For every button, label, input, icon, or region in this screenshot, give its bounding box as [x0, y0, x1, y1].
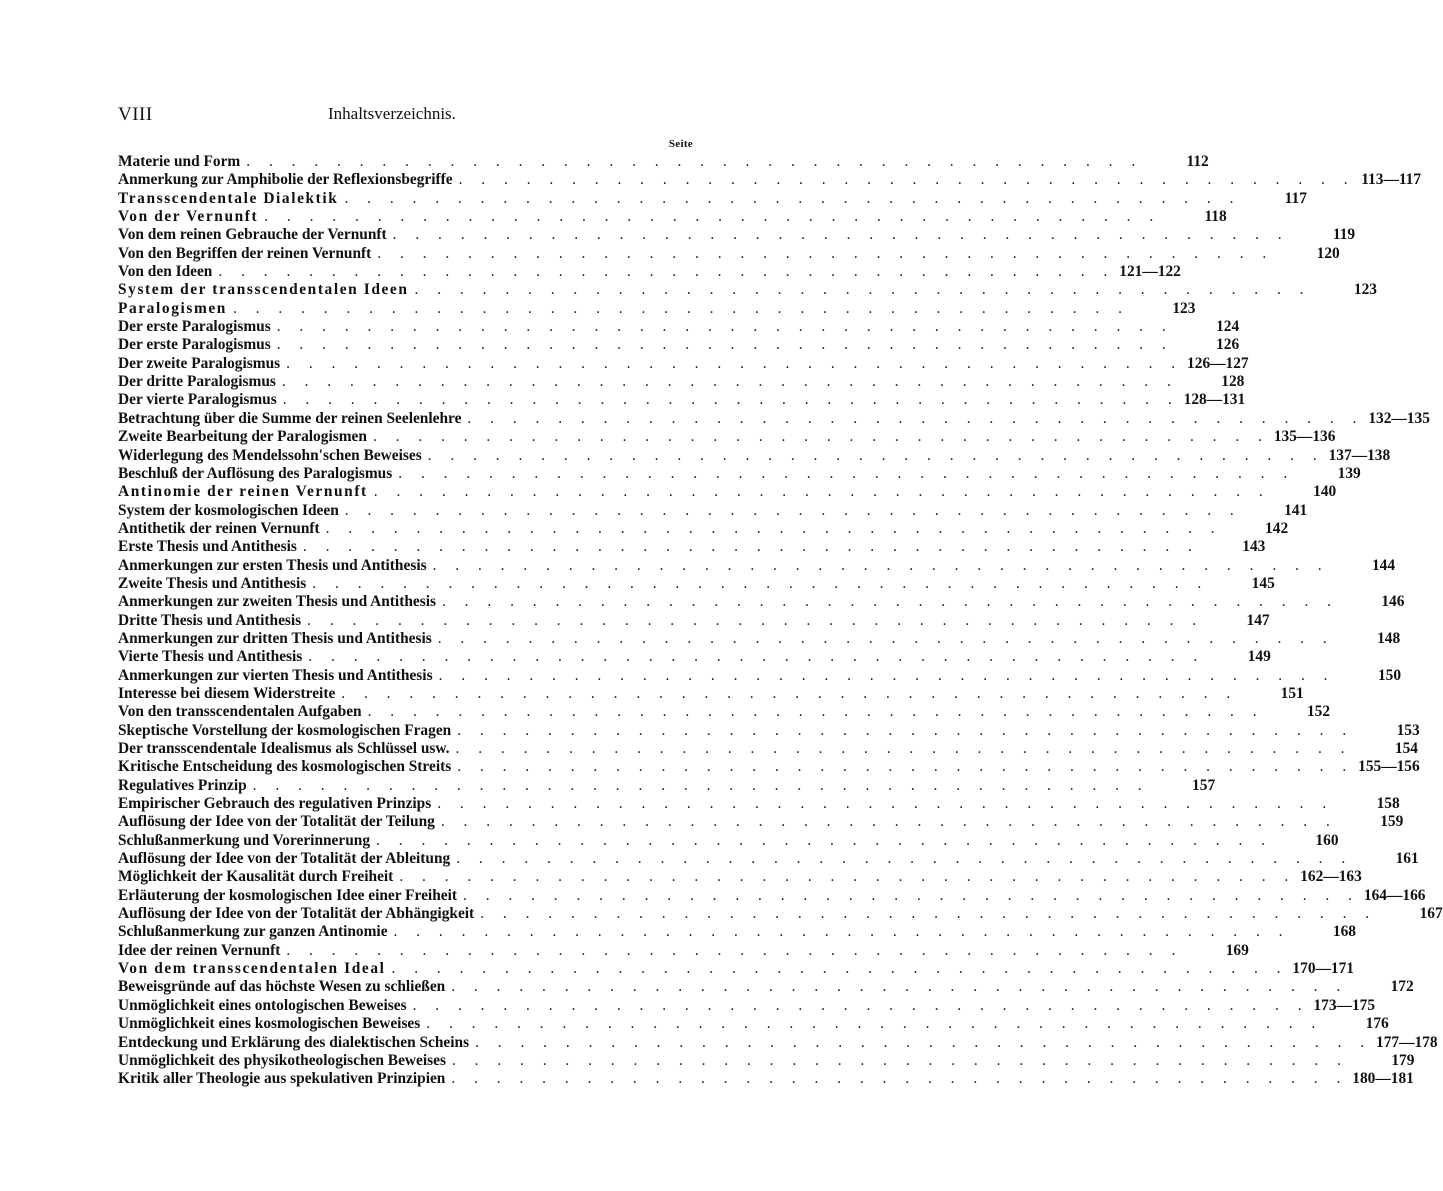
toc-entry	[118, 758, 1420, 776]
toc-entry-title: Widerlegung des Mendelssohn'schen Beweises	[118, 446, 422, 464]
toc-entry	[118, 299, 1196, 318]
toc-entry	[118, 960, 1354, 978]
toc-entry-title: Anmerkungen zur zweiten Thesis und Antithesis	[118, 593, 436, 611]
dot-leader: . . . . . . . . . . . . . . . . . . . . . . . . . . . . . . . . . . . . . . . .	[264, 208, 1161, 226]
toc-entry-title: Dritte Thesis und Antithesis	[118, 611, 302, 629]
toc-entry-page: 162—163	[1300, 868, 1362, 886]
toc-entry-title: Von dem reinen Gebrauche der Vernunft	[118, 226, 387, 244]
dot-leader: . . . . . . . . . . . . . . . . . . . . . . . . . . . . . . . . . . . . . . . .	[457, 721, 1354, 739]
toc-entry	[118, 648, 1271, 666]
toc-entry-title: Von dem transscendentalen Ideal	[118, 960, 386, 978]
table-of-contents	[118, 153, 1443, 1089]
dot-leader: . . . . . . . . . . . . . . . . . . . . . . . . . . . . . . . . . . . . . . . .	[218, 263, 1115, 281]
toc-entry-page: 119	[1332, 226, 1356, 244]
dot-leader: . . . . . . . . . . . . . . . . . . . . . . . . . . . . . . . . . . . . . . . .	[437, 629, 1335, 647]
toc-entry	[118, 208, 1227, 226]
toc-entry	[118, 244, 1340, 263]
dot-leader: . . . . . . . . . . . . . . . . . . . . . . . . . . . . . . . . . . . . . . . .	[451, 1051, 1349, 1069]
toc-entry	[118, 813, 1404, 831]
dot-leader: . . . . . . . . . . . . . . . . . . . . . . . . . . . . . . . . . . . . . . . .	[377, 244, 1274, 262]
toc-entry	[118, 336, 1240, 354]
toc-entry-page: 155—156	[1358, 758, 1420, 776]
toc-entry-title: System der kosmologischen Ideen	[118, 501, 339, 519]
toc-entry	[118, 501, 1308, 520]
toc-entry	[118, 978, 1414, 996]
toc-entry	[118, 373, 1245, 391]
toc-entry-page: 120	[1316, 244, 1340, 262]
toc-entry	[118, 611, 1270, 630]
toc-entry-page: 144	[1371, 556, 1396, 574]
toc-entry-page: 126—127	[1187, 354, 1249, 372]
toc-entry-title: Antinomie der reinen Vernunft	[118, 483, 368, 501]
toc-entry-page: 112	[1186, 153, 1209, 170]
dot-leader: . . . . . . . . . . . . . . . . . . . . . . . . . . . . . . . . . . . . . . . .	[467, 409, 1364, 427]
toc-entry-page: 142	[1265, 519, 1289, 537]
toc-entry	[118, 153, 1209, 171]
toc-entry-page: 140	[1313, 483, 1337, 501]
dot-leader: . . . . . . . . . . . . . . . . . . . . . . . . . . . . . . . . . . . . . . . .	[392, 226, 1290, 244]
toc-entry-page: 161	[1395, 850, 1419, 868]
toc-entry-page: 128	[1221, 373, 1245, 391]
toc-entry-title: Beweisgründe auf das höchste Wesen zu schließen	[118, 978, 446, 996]
toc-entry-title: Möglichkeit der Kausalität durch Freiheit	[118, 868, 394, 886]
toc-entry	[118, 1051, 1415, 1070]
toc-entry-title: Materie und Form	[118, 153, 241, 170]
toc-entry	[118, 923, 1356, 941]
toc-entry-page: 132—135	[1368, 409, 1430, 427]
page-header	[118, 104, 693, 128]
toc-entry	[118, 1070, 1414, 1088]
toc-entry-page: 160	[1315, 831, 1339, 849]
dot-leader: . . . . . . . . . . . . . . . . . . . . . . . . . . . . . . . . . . . . . . . .	[398, 464, 1295, 482]
toc-entry	[118, 721, 1420, 740]
toc-entry	[118, 629, 1401, 648]
toc-entry-page: 143	[1242, 538, 1266, 556]
toc-entry	[118, 703, 1331, 721]
toc-entry-title: Unmöglichkeit eines kosmologischen Beweises	[118, 1015, 421, 1033]
dot-leader: . . . . . . . . . . . . . . . . . . . . . . . . . . . . . . . . . . . . . . . .	[414, 281, 1311, 299]
toc-entry-title: Von den transscendentalen Aufgaben	[118, 703, 362, 721]
toc-entry-page: 151	[1280, 684, 1304, 702]
toc-entry-page: 168	[1332, 923, 1356, 941]
page-number: VIII	[118, 104, 153, 125]
toc-entry-page: 123	[1172, 299, 1196, 317]
toc-entry	[118, 868, 1362, 886]
toc-entry-title: Auflösung der Idee von der Totalität der Teilung	[118, 813, 435, 831]
toc-entry-page: 179	[1391, 1051, 1415, 1069]
toc-entry-title: Der erste Paralogismus	[118, 336, 271, 354]
toc-entry-title: Betrachtung über die Summe der reinen Seelenlehre	[118, 409, 462, 427]
toc-entry	[118, 391, 1246, 409]
dot-leader: . . . . . . . . . . . . . . . . . . . . . . . . . . . . . . . . . . . . . . . .	[399, 868, 1296, 886]
toc-entry	[118, 171, 1422, 189]
toc-entry-page: 157	[1192, 776, 1216, 794]
dot-leader: . . . . . . . . . . . . . . . . . . . . . . . . . . . . . . . . . . . . . . . .	[458, 171, 1356, 189]
toc-entry-page: 137—138	[1328, 446, 1391, 464]
toc-entry-title: System der transscendentalen Ideen	[118, 281, 409, 299]
toc-entry	[118, 556, 1396, 575]
toc-entry-page: 146	[1381, 593, 1405, 611]
toc-entry-title: Transscendentale Dialektik	[118, 189, 339, 207]
toc-entry-page: 177—178	[1376, 1033, 1438, 1051]
toc-entry	[118, 666, 1402, 685]
dot-leader: . . . . . . . . . . . . . . . . . . . . . . . . . . . . . . . . . . . . . . . .	[463, 886, 1360, 904]
dot-leader: . . . . . . . . . . . . . . . . . . . . . . . . . . . . . . . . . . . . . . . .	[393, 923, 1290, 941]
page-column-label: Seite	[668, 138, 693, 150]
toc-entry	[118, 684, 1304, 703]
toc-entry-title: Kritik aller Theologie aus spekulativen Prinzipien	[118, 1070, 446, 1088]
toc-entry-title: Der dritte Paralogismus	[118, 373, 276, 391]
dot-leader: . . . . . . . . . . . . . . . . . . . . . . . . . . . . . . . . . . . . . . . .	[475, 1033, 1372, 1051]
dot-leader: . . . . . . . . . . . . . . . . . . . . . . . . . . . . . . . . . . . . . . . .	[286, 354, 1183, 372]
toc-entry-page: 173—175	[1313, 996, 1376, 1014]
dot-leader: . . . . . . . . . . . . . . . . . . . . . . . . . . . . . . . . . . . . . . . .	[344, 189, 1241, 207]
toc-entry	[118, 318, 1240, 336]
toc-entry-title: Erste Thesis und Antithesis	[118, 538, 297, 556]
toc-entry	[118, 941, 1249, 960]
toc-entry-title: Anmerkungen zur vierten Thesis und Antithesis	[118, 666, 433, 684]
toc-entry	[118, 886, 1426, 905]
toc-entry	[118, 464, 1361, 483]
toc-entry-title: Beschluß der Auflösung des Paralogismus	[118, 464, 393, 482]
toc-entry-title: Der zweite Paralogismus	[118, 354, 281, 372]
dot-leader: . . . . . . . . . . . . . . . . . . . . . . . . . . . . . . . . . . . . . . . .	[451, 978, 1348, 996]
toc-entry-title: Zweite Bearbeitung der Paralogismen	[118, 428, 367, 446]
dot-leader: . . . . . . . . . . . . . . . . . . . . . . . . . . . . . . . . . . . . . . . .	[455, 740, 1352, 757]
dot-leader: . . . . . . . . . . . . . . . . . . . . . . . . . . . . . . . . . . . . . . . .	[372, 428, 1270, 446]
toc-entry	[118, 574, 1275, 593]
dot-leader: . . . . . . . . . . . . . . . . . . . . . . . . . . . . . . . . . . . . . . . .	[412, 996, 1310, 1014]
dot-leader: . . . . . . . . . . . . . . . . . . . . . . . . . . . . . . . . . . . . . . . .	[440, 813, 1338, 831]
toc-entry-title: Anmerkung zur Amphibolie der Reflexionsbegriffe	[118, 171, 453, 189]
toc-entry-title: Der vierte Paralogismus	[118, 391, 277, 409]
toc-entry-title: Vierte Thesis und Antithesis	[118, 648, 303, 666]
dot-leader: . . . . . . . . . . . . . . . . . . . . . . . . . . . . . . . . . . . . . . . .	[246, 153, 1143, 170]
toc-entry-title: Entdeckung und Erklärung des dialektischen Scheins	[118, 1033, 470, 1051]
toc-entry	[118, 428, 1336, 446]
toc-entry-title: Kritische Entscheidung des kosmologischen Streits	[118, 758, 452, 776]
toc-entry-title: Regulatives Prinzip	[118, 776, 247, 794]
toc-entry	[118, 281, 1377, 299]
toc-entry	[118, 1015, 1389, 1033]
toc-entry-title: Anmerkungen zur ersten Thesis und Antithesis	[118, 556, 427, 574]
toc-entry-page: 121—122	[1119, 263, 1181, 281]
dot-leader: . . . . . . . . . . . . . . . . . . . . . . . . . . . . . . . . . . . . . . . .	[441, 593, 1339, 611]
toc-entry-title: Idee der reinen Vernunft	[118, 941, 281, 959]
toc-entry-title: Zweite Thesis und Antithesis	[118, 574, 307, 592]
toc-entry-page: 148	[1377, 629, 1401, 647]
toc-entry-page: 118	[1204, 208, 1227, 226]
toc-entry	[118, 850, 1419, 868]
toc-entry-title: Unmöglichkeit des physikotheologischen Beweises	[118, 1051, 446, 1069]
dot-leader: . . . . . . . . . . . . . . . . . . . . . . . . . . . . . . . . . . . . . . . .	[432, 556, 1330, 574]
dot-leader: . . . . . . . . . . . . . . . . . . . . . . . . . . . . . . . . . . . . . . . .	[344, 501, 1242, 519]
dot-leader: . . . . . . . . . . . . . . . . . . . . . . . . . . . . . . . . . . . . . . . .	[232, 299, 1130, 317]
toc-entry-page: 126	[1216, 336, 1240, 354]
toc-entry-page: 135—136	[1273, 428, 1336, 446]
dot-leader: . . . . . . . . . . . . . . . . . . . . . . . . . . . . . . . . . . . . . . . .	[456, 850, 1353, 868]
toc-entry	[118, 226, 1356, 244]
toc-entry-title: Erläuterung der kosmologischen Idee einer Freiheit	[118, 886, 457, 904]
toc-entry	[118, 483, 1337, 501]
toc-entry-title: Auflösung der Idee von der Totalität der Ableitung	[118, 850, 451, 868]
toc-entry-title: Von den Ideen	[118, 263, 213, 281]
toc-entry-page: 158	[1376, 795, 1400, 813]
toc-entry	[118, 795, 1400, 813]
toc-entry-page: 169	[1225, 941, 1249, 959]
toc-entry-page: 180—181	[1352, 1070, 1414, 1088]
dot-leader: . . . . . . . . . . . . . . . . . . . . . . . . . . . . . . . . . . . . . . . .	[286, 941, 1183, 959]
toc-entry-page: 123	[1353, 281, 1377, 299]
toc-entry	[118, 996, 1376, 1015]
dot-leader: . . . . . . . . . . . . . . . . . . . . . . . . . . . . . . . . . . . . . . . .	[426, 1015, 1323, 1033]
toc-entry-page: 164—166	[1363, 886, 1426, 904]
toc-entry-page: 128—131	[1183, 391, 1246, 409]
dot-leader: . . . . . . . . . . . . . . . . . . . . . . . . . . . . . . . . . . . . . . . .	[438, 666, 1336, 684]
dot-leader: . . . . . . . . . . . . . . . . . . . . . . . . . . . . . . . . . . . . . . . .	[437, 795, 1334, 813]
toc-entry-page: 147	[1246, 611, 1270, 629]
toc-entry-page: 153	[1396, 721, 1420, 739]
toc-entry-title: Von der Vernunft	[118, 208, 259, 226]
toc-entry-title: Paralogismen	[118, 299, 227, 317]
toc-entry-title: Schlußanmerkung und Vorerinnerung	[118, 831, 371, 849]
toc-entry-title: Von den Begriffen der reinen Vernunft	[118, 244, 372, 262]
toc-entry-title: Unmöglichkeit eines ontologischen Beweises	[118, 996, 407, 1014]
toc-entry-page: 152	[1306, 703, 1331, 721]
dot-leader: . . . . . . . . . . . . . . . . . . . . . . . . . . . . . . . . . . . . . . . .	[252, 776, 1150, 794]
dot-leader: . . . . . . . . . . . . . . . . . . . . . . . . . . . . . . . . . . . . . . . .	[391, 960, 1288, 978]
toc-entry-title: Der transscendentale Idealismus als Schlüssel usw.	[118, 740, 450, 757]
toc-entry-title: Antithetik der reinen Vernunft	[118, 519, 320, 537]
toc-entry-page: 117	[1284, 189, 1307, 207]
dot-leader: . . . . . . . . . . . . . . . . . . . . . . . . . . . . . . . . . . . . . . . .	[427, 446, 1325, 464]
toc-entry	[118, 519, 1289, 538]
toc-entry	[118, 446, 1391, 465]
toc-entry	[118, 354, 1249, 373]
dot-leader: . . . . . . . . . . . . . . . . . . . . . . . . . . . . . . . . . . . . . . . .	[276, 318, 1174, 336]
toc-entry-page: 113—117	[1361, 171, 1422, 189]
toc-entry-title: Interesse bei diesem Widerstreite	[118, 684, 336, 702]
toc-entry	[118, 593, 1405, 611]
toc-entry-page: 154	[1394, 740, 1418, 757]
toc-entry	[118, 538, 1266, 556]
toc-entry	[118, 1033, 1438, 1052]
toc-entry-page: 167	[1419, 905, 1443, 923]
toc-entry	[118, 740, 1418, 758]
toc-entry-page: 159	[1380, 813, 1404, 831]
toc-entry	[118, 409, 1430, 428]
toc-entry-title: Der erste Paralogismus	[118, 318, 271, 336]
dot-leader: . . . . . . . . . . . . . . . . . . . . . . . . . . . . . . . . . . . . . . . .	[341, 684, 1238, 702]
dot-leader: . . . . . . . . . . . . . . . . . . . . . . . . . . . . . . . . . . . . . . . .	[312, 574, 1209, 592]
toc-entry-page: 176	[1365, 1015, 1389, 1033]
toc-entry	[118, 831, 1339, 850]
toc-entry-page: 150	[1377, 666, 1402, 684]
dot-leader: . . . . . . . . . . . . . . . . . . . . . . . . . . . . . . . . . . . . . . . .	[367, 703, 1265, 721]
toc-entry	[118, 263, 1181, 281]
dot-leader: . . . . . . . . . . . . . . . . . . . . . . . . . . . . . . . . . . . . . . . .	[325, 519, 1223, 537]
dot-leader: . . . . . . . . . . . . . . . . . . . . . . . . . . . . . . . . . . . . . . . .	[282, 391, 1180, 409]
dot-leader: . . . . . . . . . . . . . . . . . . . . . . . . . . . . . . . . . . . . . . . .	[308, 648, 1205, 666]
toc-entry-title: Anmerkungen zur dritten Thesis und Antithesis	[118, 629, 432, 647]
dot-leader: . . . . . . . . . . . . . . . . . . . . . . . . . . . . . . . . . . . . . . . .	[281, 373, 1179, 391]
dot-leader: . . . . . . . . . . . . . . . . . . . . . . . . . . . . . . . . . . . . . . . .	[302, 538, 1200, 556]
dot-leader: . . . . . . . . . . . . . . . . . . . . . . . . . . . . . . . . . . . . . . . .	[373, 483, 1271, 501]
toc-entry	[118, 776, 1216, 795]
dot-leader: . . . . . . . . . . . . . . . . . . . . . . . . . . . . . . . . . . . . . . . .	[457, 758, 1354, 776]
dot-leader: . . . . . . . . . . . . . . . . . . . . . . . . . . . . . . . . . . . . . . . .	[376, 831, 1273, 849]
toc-entry-title: Auflösung der Idee von der Totalität der Abhängigkeit	[118, 905, 475, 923]
toc-entry-page: 145	[1251, 574, 1275, 592]
toc-entry-page: 149	[1247, 648, 1271, 666]
toc-entry-page: 124	[1216, 318, 1240, 336]
toc-entry-title: Schlußanmerkung zur ganzen Antinomie	[118, 923, 388, 941]
toc-entry-title: Empirischer Gebrauch des regulativen Prinzips	[118, 795, 432, 813]
toc-entry-title: Skeptische Vorstellung der kosmologischen Fragen	[118, 721, 452, 739]
dot-leader: . . . . . . . . . . . . . . . . . . . . . . . . . . . . . . . . . . . . . . . .	[276, 336, 1174, 354]
dot-leader: . . . . . . . . . . . . . . . . . . . . . . . . . . . . . . . . . . . . . . . .	[307, 611, 1204, 629]
dot-leader: . . . . . . . . . . . . . . . . . . . . . . . . . . . . . . . . . . . . . . . .	[451, 1070, 1348, 1088]
toc-entry-page: 172	[1390, 978, 1414, 996]
toc-entry-page: 139	[1337, 464, 1361, 482]
running-title: Inhaltsverzeichnis.	[328, 104, 456, 123]
toc-entry-page: 170—171	[1292, 960, 1354, 978]
toc-entry	[118, 189, 1307, 208]
toc-entry-page: 141	[1284, 501, 1308, 519]
dot-leader: . . . . . . . . . . . . . . . . . . . . . . . . . . . . . . . . . . . . . . . .	[480, 905, 1377, 923]
toc-entry	[118, 905, 1443, 923]
